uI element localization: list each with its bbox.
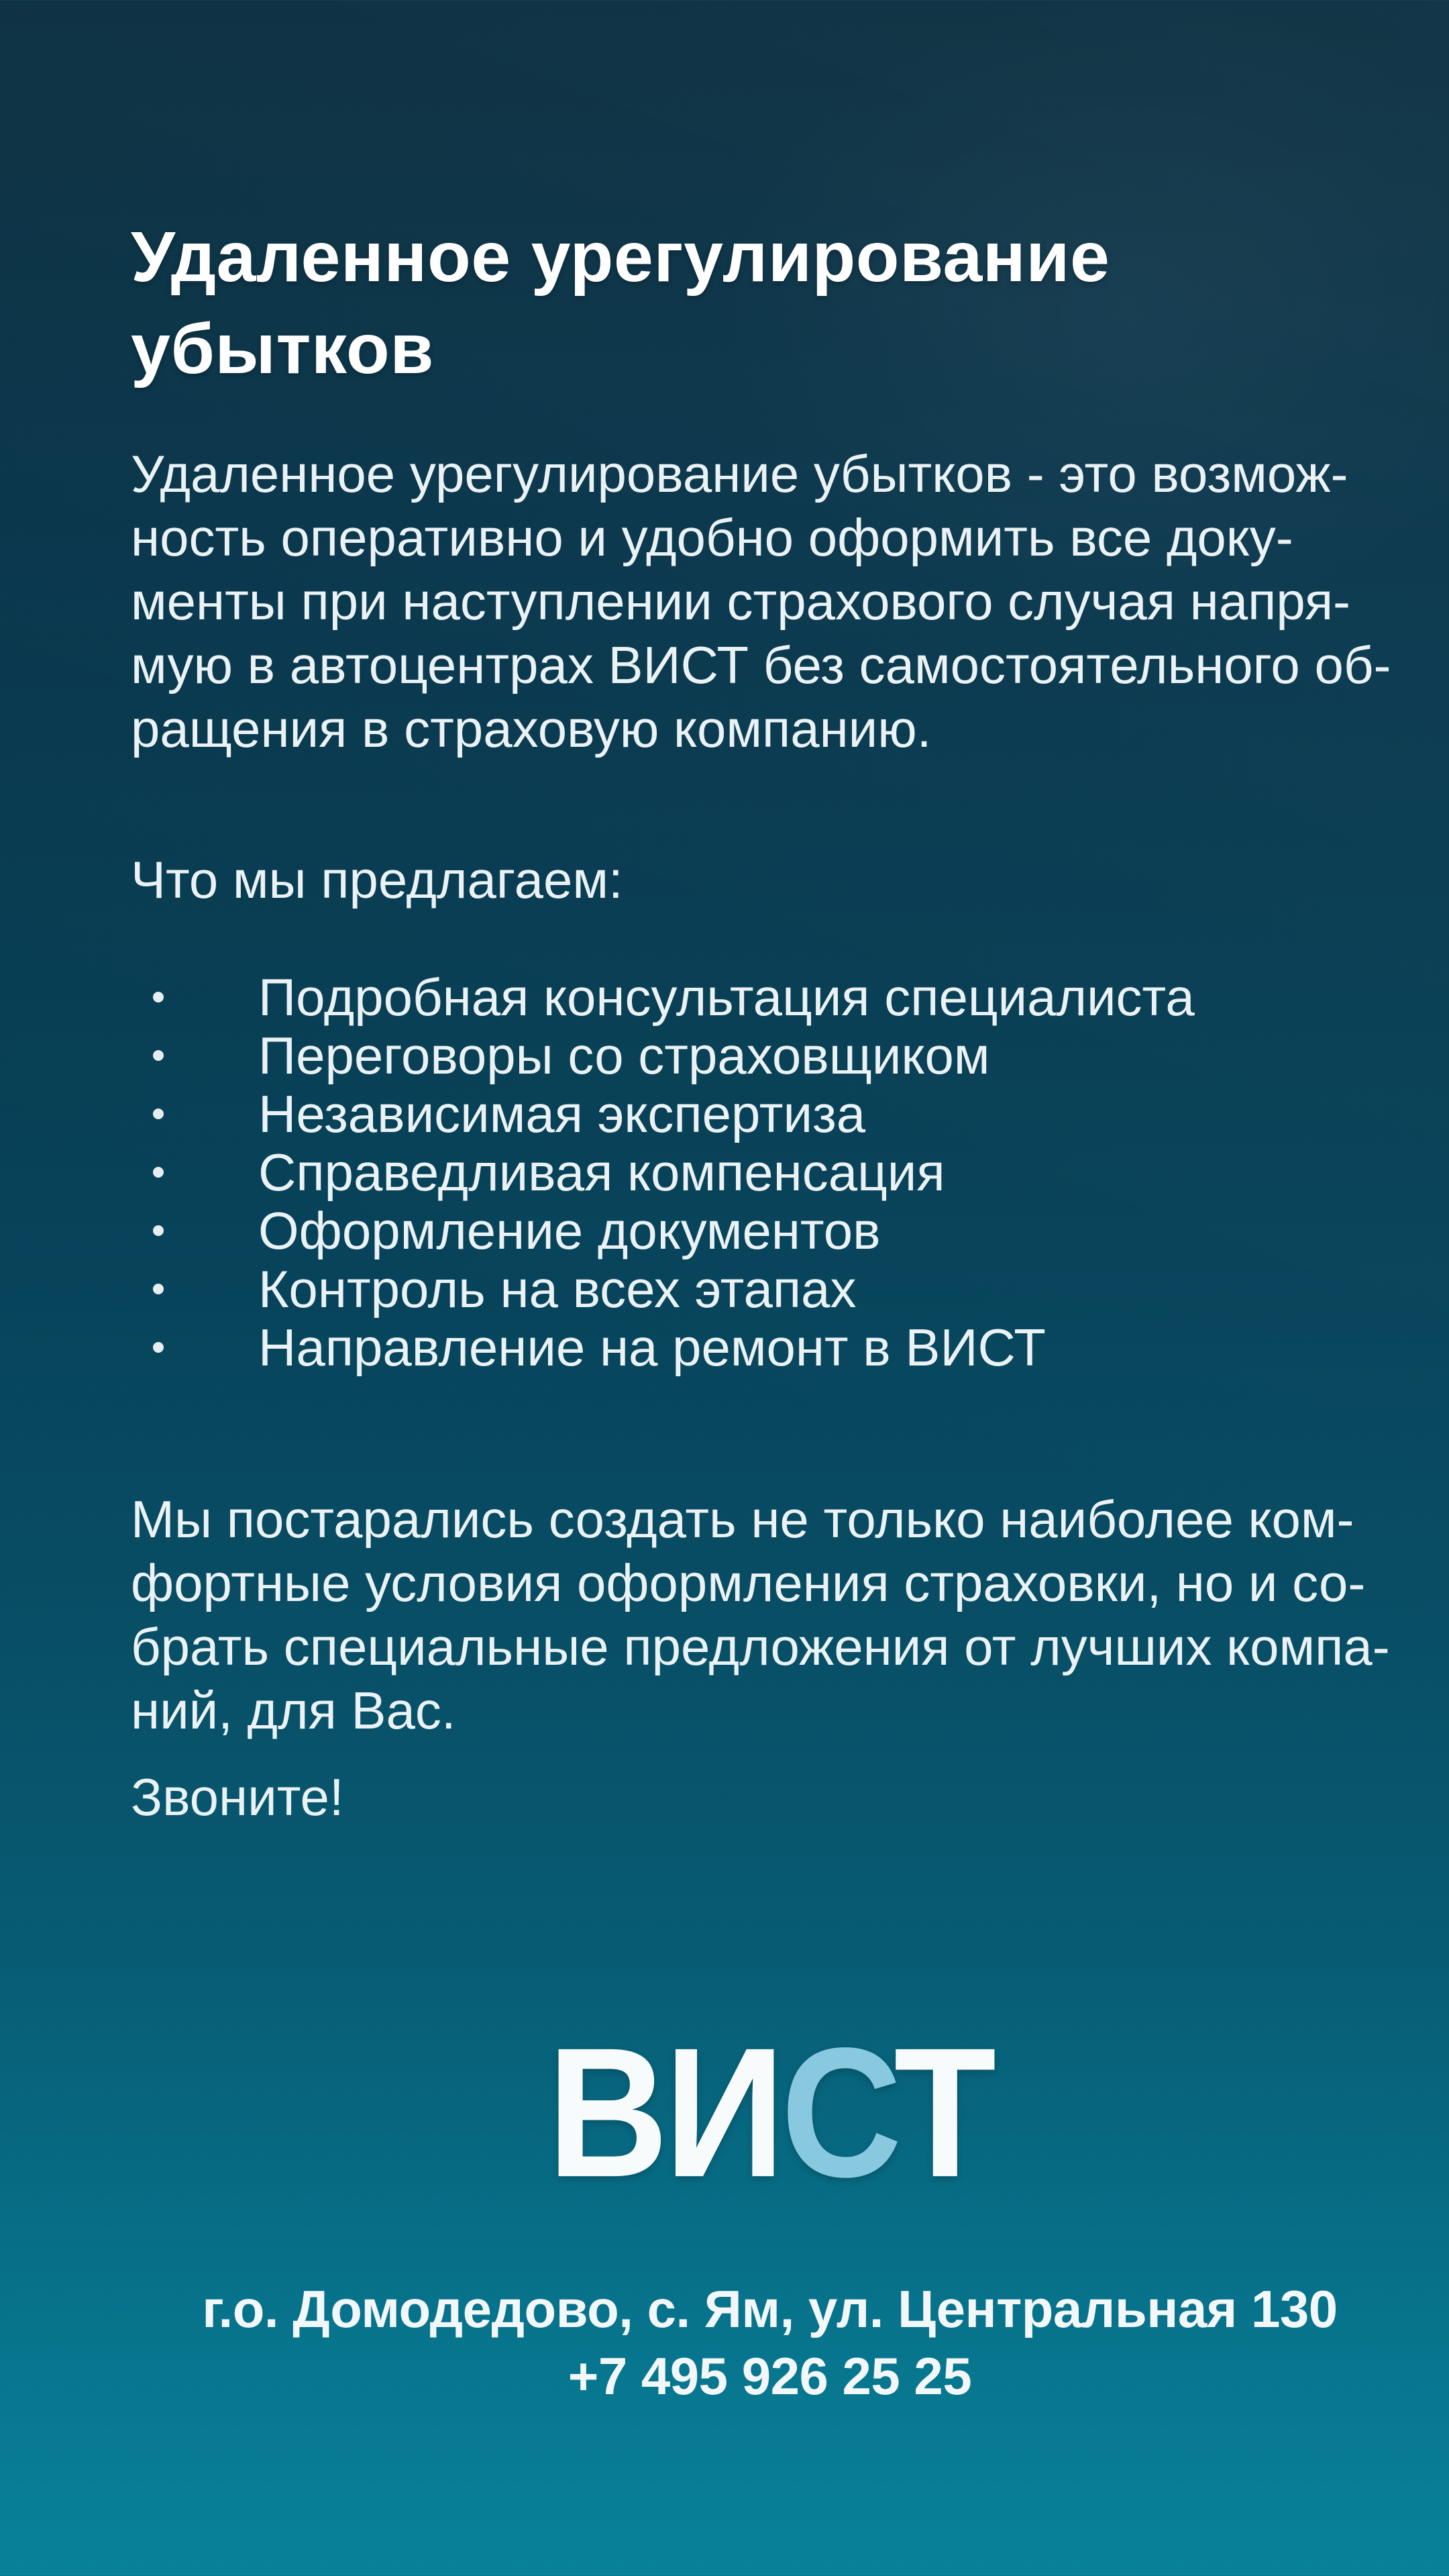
brand-logo (131, 2009, 1409, 2216)
bullet-icon (153, 1284, 164, 1294)
list-item (131, 968, 1409, 1027)
bullet-icon (153, 1167, 164, 1178)
phone-number[interactable]: +7 495 926 25 25 (568, 2347, 972, 2406)
list-item (131, 1260, 1409, 1319)
call-to-action: Звоните! (131, 1767, 344, 1826)
offer-label: Оформление документов (258, 1201, 881, 1260)
list-item (131, 1202, 1409, 1260)
list-item (131, 1027, 1409, 1085)
offer-label: Справедливая компенсация (258, 1143, 945, 1202)
page-title-line: убытков (131, 309, 434, 389)
outro-line: Мы постарались создать не только наиболее ком- (131, 1490, 1354, 1549)
logo-text-suffix: Т (894, 2009, 993, 2216)
list-item (131, 1319, 1409, 1377)
intro-line: ращения в страховую компанию. (131, 699, 932, 758)
intro-line: менты при наступлении страхового случая напря- (131, 572, 1351, 631)
intro-line: мую в автоцентрах ВИСТ без самостоятельного об- (131, 635, 1391, 694)
logo-accent-letter: С (781, 2009, 894, 2216)
page-title-line: Удаленное урегулирование (131, 217, 1110, 297)
bullet-icon (153, 1225, 164, 1236)
offer-label: Переговоры со страховщиком (258, 1026, 990, 1085)
offer-label: Направление на ремонт в ВИСТ (258, 1318, 1046, 1377)
bullet-icon (153, 992, 164, 1002)
offer-label: Подробная консультация специалиста (258, 968, 1195, 1027)
bullet-icon (153, 1109, 164, 1119)
outro-line: фортные условия оформления страховки, но и со- (131, 1553, 1366, 1612)
address-text: г.о. Домодедово, с. Ям, ул. Центральная 130 (202, 2279, 1338, 2338)
offer-label: Контроль на всех этапах (258, 1259, 857, 1319)
footer (131, 2275, 1409, 2410)
logo-text-prefix: ВИ (547, 2009, 782, 2216)
page-title (131, 211, 1409, 395)
promo-page (0, 211, 1449, 2576)
offer-label: Независимая экспертиза (258, 1084, 866, 1143)
intro-line: ность оперативно и удобно оформить все доку- (131, 508, 1293, 567)
bullet-icon (153, 1342, 164, 1353)
outro-paragraph (131, 1488, 1409, 1743)
intro-paragraph (131, 442, 1409, 761)
outro-line: брать специальные предложения от лучших компа- (131, 1617, 1390, 1676)
list-item (131, 1085, 1409, 1143)
outro-line: ний, для Вас. (131, 1681, 456, 1740)
bullet-icon (153, 1050, 164, 1061)
intro-line: Удаленное урегулирование убытков - это возмож- (131, 444, 1348, 503)
list-item (131, 1143, 1409, 1202)
offers-list (131, 968, 1409, 1377)
offers-heading: Что мы предлагаем: (131, 850, 623, 909)
